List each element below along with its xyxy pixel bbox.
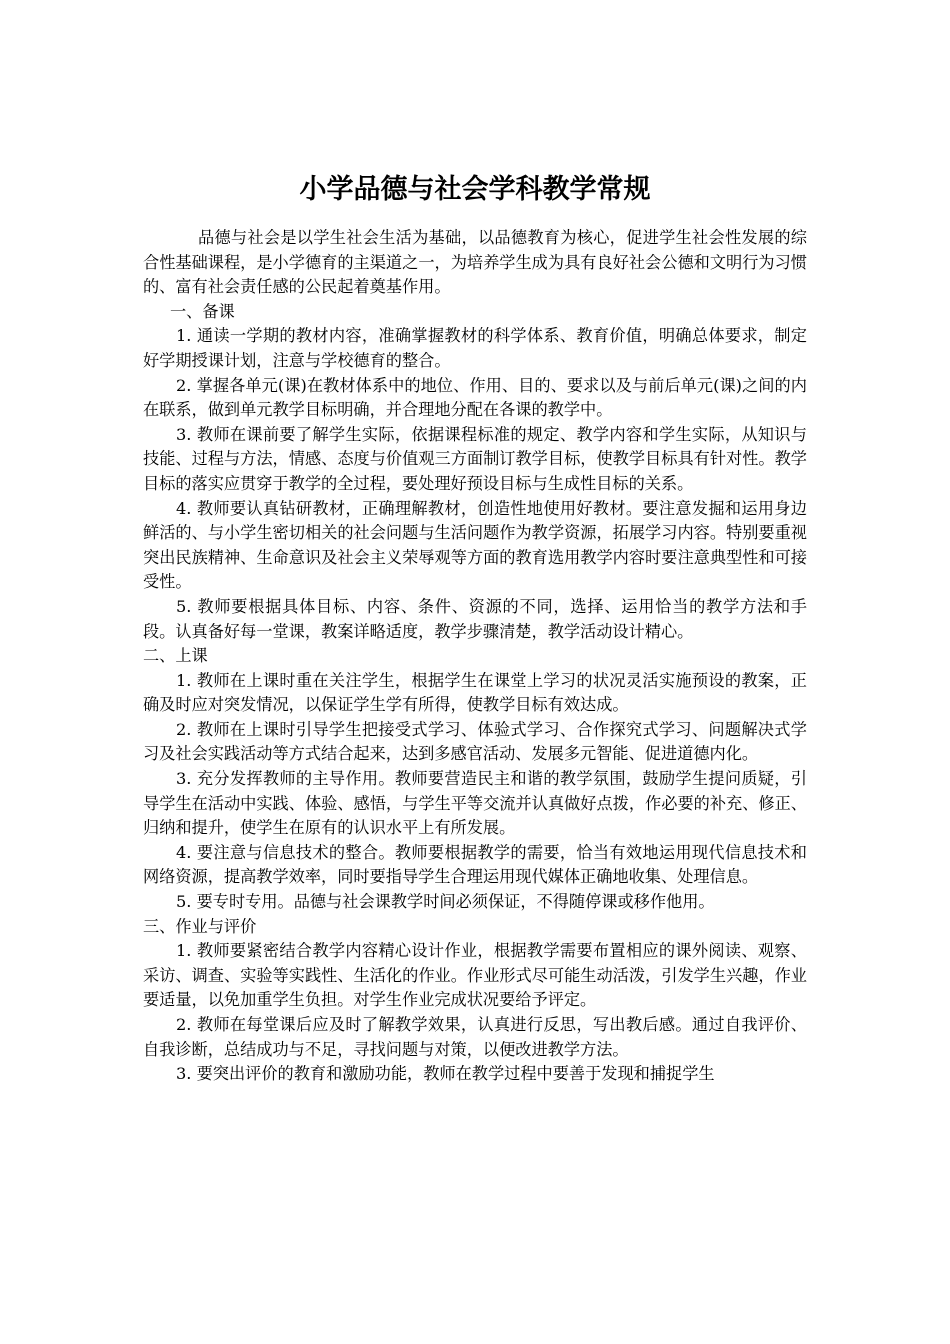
- section-heading-class: 二、上课: [143, 646, 208, 666]
- section-item: 2. 教师在上课时引导学生把接受式学习、体验式学习、合作探究式学习、问题解决式学习及社会实践活动等方式结合起来，达到多感官活动、发展多元智能、促进道德内化。: [143, 719, 807, 764]
- section-item: 3. 教师在课前要了解学生实际，依据课程标准的规定、教学内容和学生实际，从知识与技能、过程与方法，情感、态度与价值观三方面制订教学目标，使教学目标具有针对性。教学目标的落实应贯穿于教学的全过程，要处理好预设目标与生成性目标的关系。: [143, 424, 807, 493]
- intro-paragraph: 品德与社会是以学生社会生活为基础，以品德教育为核心，促进学生社会性发展的综合性基础课程，是小学德育的主渠道之一，为培养学生成为具有良好社会公德和文明行为习惯的、富有社会责任感的公民起着奠基作用。: [143, 228, 807, 297]
- section-item: 4. 要注意与信息技术的整合。教师要根据教学的需要，恰当有效地运用现代信息技术和网络资源，提高教学效率，同时要指导学生合理运用现代媒体正确地收集、处理信息。: [143, 842, 807, 887]
- section-heading-prep: 一、备课: [170, 301, 235, 321]
- section-item: 1. 通读一学期的教材内容，准确掌握教材的科学体系、教育价值，明确总体要求，制定好学期授课计划，注意与学校德育的整合。: [143, 326, 807, 370]
- page-title: 小学品德与社会学科教学常规: [299, 174, 651, 205]
- section-item: 5. 教师要根据具体目标、内容、条件、资源的不同，选择、运用恰当的教学方法和手段。认真备好每一堂课，教案详略适度，教学步骤清楚，教学活动设计精心。: [143, 596, 807, 641]
- section-item: 3. 充分发挥教师的主导作用。教师要营造民主和谐的教学氛围，鼓励学生提问质疑，引导学生在活动中实践、体验、感悟，与学生平等交流并认真做好点拨，作必要的补充、修正、归纳和提升，使学生在原有的认识水平上有所发展。: [143, 769, 807, 838]
- document-body: [143, 226, 807, 1087]
- section-item: 2. 掌握各单元(课)在教材体系中的地位、作用、目的、要求以及与前后单元(课)之间的内在联系，做到单元教学目标明确，并合理地分配在各课的教学中。: [143, 375, 807, 420]
- section-heading-homework: 三、作业与评价: [143, 916, 257, 936]
- section-item: 4. 教师要认真钻研教材，正确理解教材，创造性地使用好教材。要注意发掘和运用身边鲜活的、与小学生密切相关的社会问题与生活问题作为教学资源，拓展学习内容。特别要重视突出民族精神、生命意识及社会主义荣辱观等方面的教育选用教学内容时要注意典型性和可接受性。: [143, 498, 807, 592]
- section-item: 2. 教师在每堂课后应及时了解教学效果，认真进行反思，写出教后感。通过自我评价、自我诊断，总结成功与不足，寻找问题与对策，以便改进教学方法。: [143, 1015, 807, 1059]
- section-item: 1. 教师在上课时重在关注学生，根据学生在课堂上学习的状况灵活实施预设的教案，正确及时应对突发情况，以保证学生学有所得，使教学目标有效达成。: [143, 670, 807, 715]
- section-item: 5. 要专时专用。品德与社会课教学时间必须保证，不得随停课或移作他用。: [176, 892, 715, 912]
- section-item: 3. 要突出评价的教育和激励功能，教师在教学过程中要善于发现和捕捉学生: [176, 1064, 715, 1084]
- section-item: 1. 教师要紧密结合教学内容精心设计作业，根据教学需要布置相应的课外阅读、观察、采访、调查、实验等实践性、生活化的作业。作业形式尽可能生动活泼，引发学生兴趣，作业要适量，以免加重学生负担。对学生作业完成状况要给予评定。: [143, 941, 807, 1010]
